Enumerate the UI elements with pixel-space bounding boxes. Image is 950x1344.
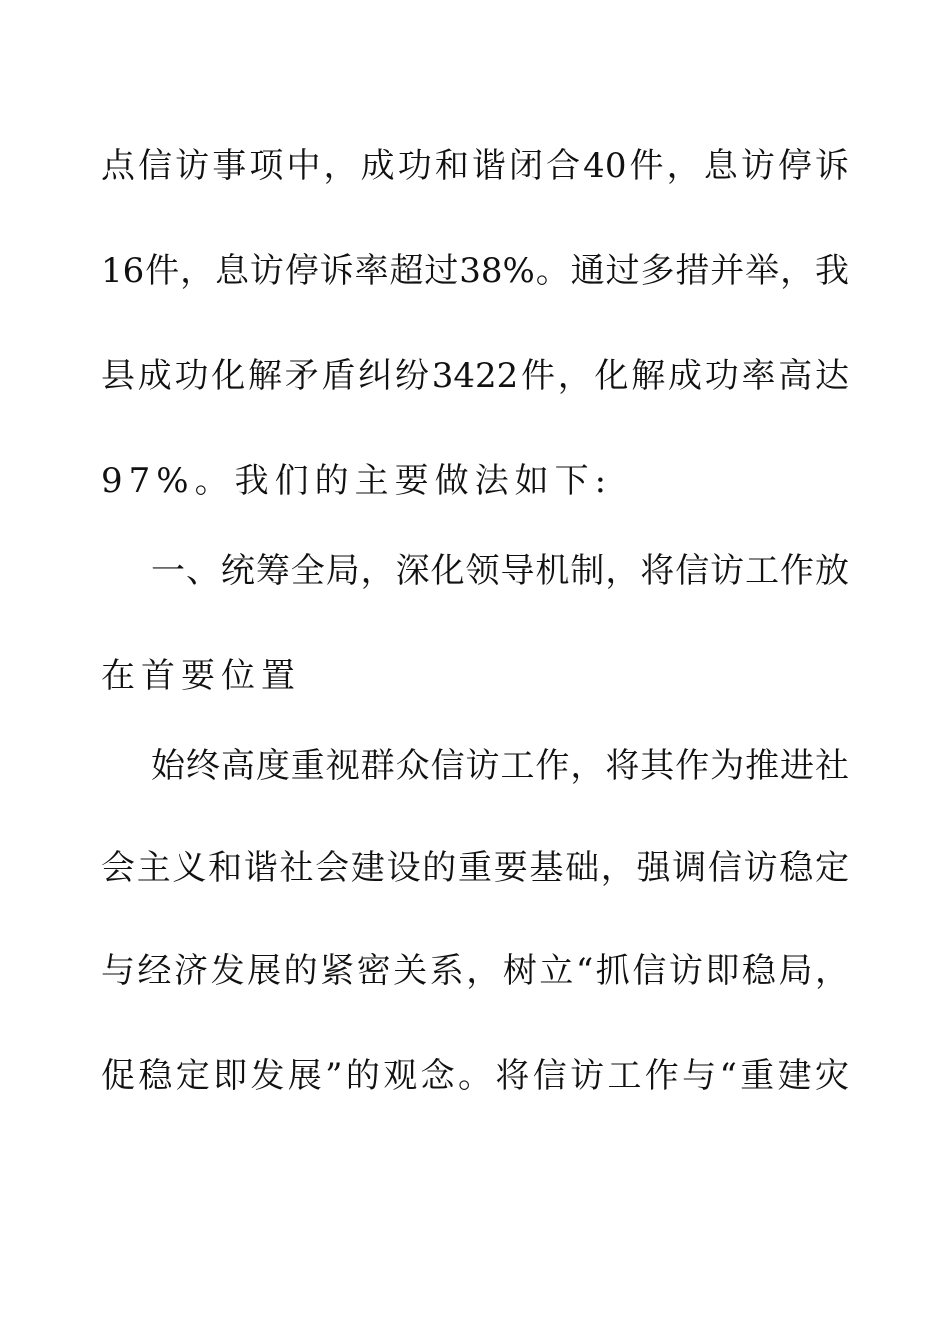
body-text-line: 会主义和谐社会建设的重要基础，强调信访稳定 — [101, 848, 849, 888]
section-heading-line: 在首要位置 — [101, 656, 301, 696]
body-text-line: 促稳定即发展”的观念。将信访工作与“重建灾 — [101, 1056, 849, 1096]
body-text-line: 县成功化解矛盾纠纷3422件，化解成功率高达 — [101, 356, 849, 396]
body-text-line: 16件，息访停诉率超过38%。通过多措并举，我 — [101, 251, 849, 291]
body-text-line: 与经济发展的紧密关系，树立“抓信访即稳局， — [101, 951, 849, 991]
body-text-line: 始终高度重视群众信访工作，将其作为推进社 — [151, 746, 849, 786]
body-text-line: 97%。我们的主要做法如下: — [101, 461, 613, 501]
body-text-line: 点信访事项中，成功和谐闭合40件，息访停诉 — [101, 146, 849, 186]
section-heading-line: 一、统筹全局，深化领导机制，将信访工作放 — [151, 551, 849, 591]
